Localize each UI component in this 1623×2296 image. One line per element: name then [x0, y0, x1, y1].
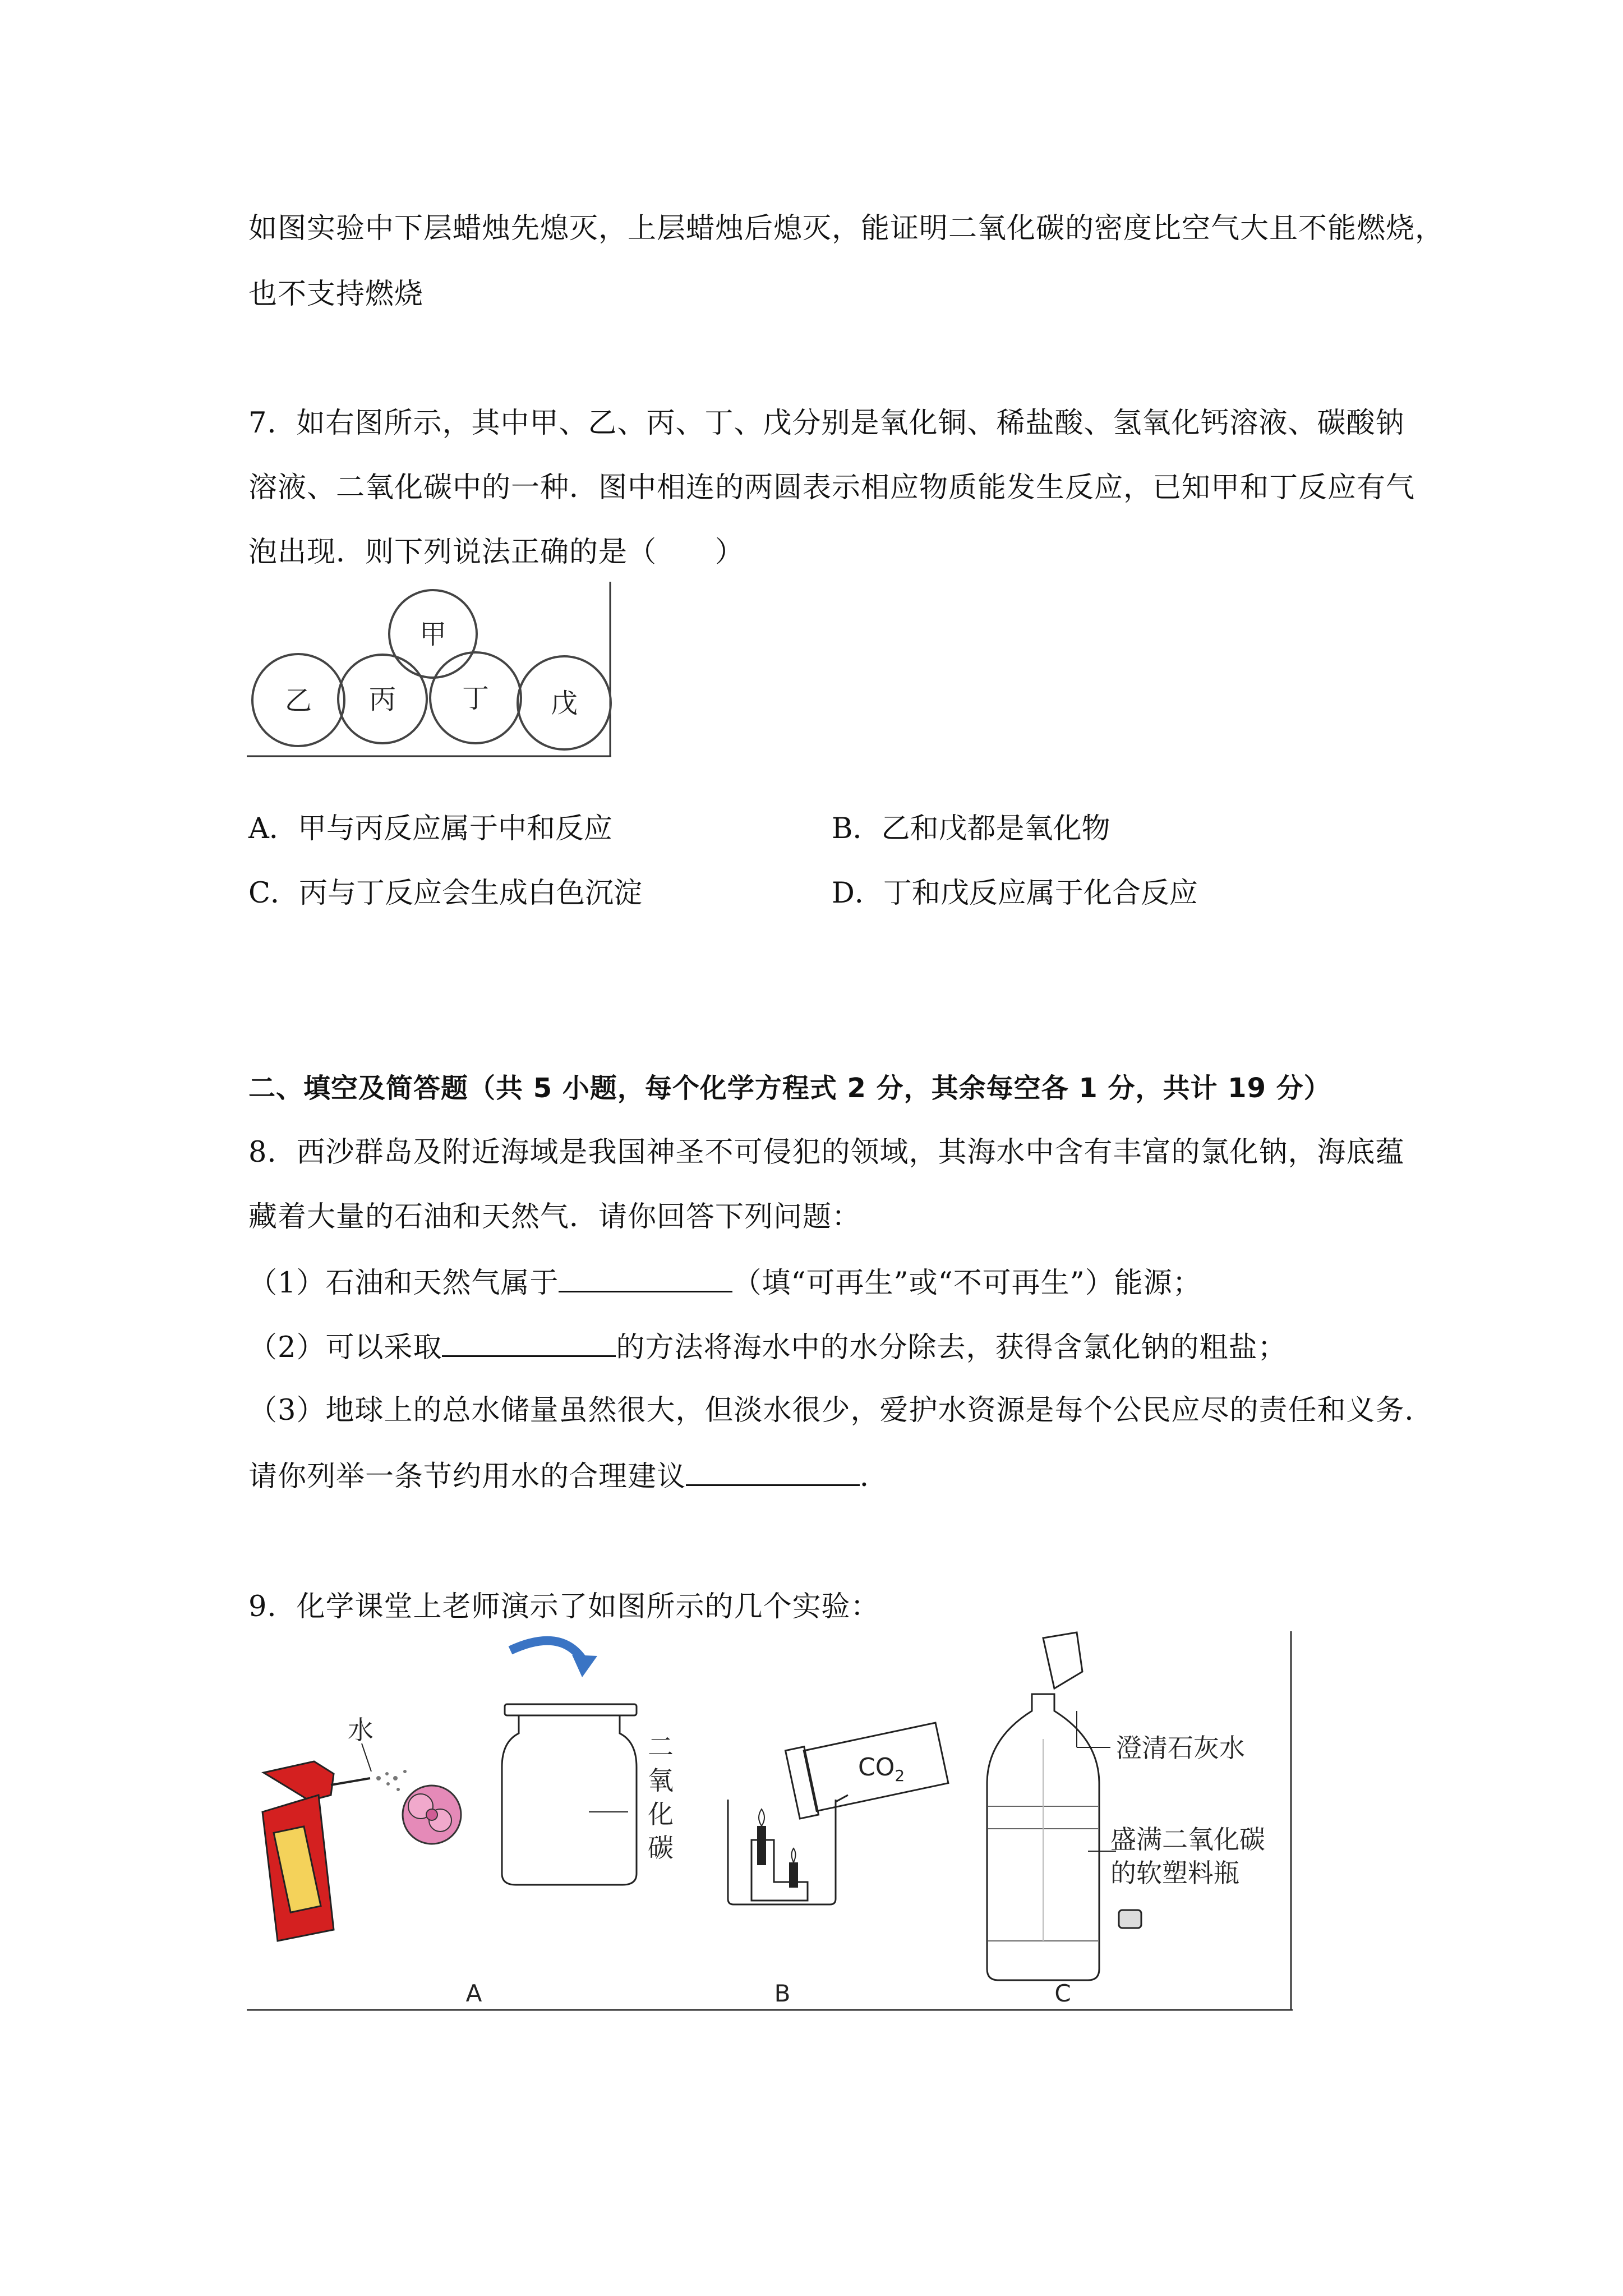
q9-stem: 9．化学课堂上老师演示了如图所示的几个实验：: [248, 1590, 880, 1623]
q7-stem-line3: 泡出现．则下列说法正确的是（ ）: [248, 536, 745, 569]
circle-label-wu: 戊: [550, 688, 578, 719]
bottle-label-line2: 的软塑料瓶: [1110, 1858, 1239, 1888]
spray-bottle-icon: [262, 1761, 370, 1941]
q7-option-d: D．丁和戊反应属于化合反应: [832, 877, 1198, 910]
q8-part3-line1: （3）地球上的总水储量虽然很大，但淡水很少，爱护水资源是每个公民应尽的责任和义务．: [248, 1394, 1434, 1427]
q8-part1-prefix: （1）石油和天然气属于: [248, 1267, 559, 1300]
co2-vertical-char-1: 二: [648, 1732, 674, 1762]
circle-label-ding: 丁: [462, 683, 490, 714]
beaker-candles-icon: [728, 1795, 848, 1904]
q7-stem-line1: 7．如右图所示，其中甲、乙、丙、丁、戊分别是氧化铜、稀盐酸、氢氧化钙溶液、碳酸钠: [248, 407, 1405, 440]
co2-vertical-char-3: 化: [648, 1799, 674, 1829]
co2-vertical-char-2: 氧: [648, 1765, 674, 1796]
circle-label-yi: 乙: [284, 685, 312, 716]
q8-blank-3[interactable]: [686, 1458, 860, 1486]
figure-label-c: C: [1054, 1980, 1071, 2007]
q8-stem-line2: 藏着大量的石油和天然气．请你回答下列问题：: [248, 1200, 861, 1234]
co2-vertical-char-4: 碳: [648, 1833, 674, 1863]
q8-part3-suffix: ．: [860, 1460, 889, 1493]
q7-option-b: B．乙和戊都是氧化物: [832, 812, 1110, 845]
co2-formula: $CO_2$: [858, 1753, 905, 1785]
limewater-label: 澄清石灰水: [1116, 1733, 1245, 1763]
q8-part2: [248, 1329, 1287, 1365]
section2-heading: 二、填空及简答题（共 5 小题，每个化学方程式 2 分，其余每空各 1 分，共计 19 分）: [248, 1073, 1331, 1104]
q9-experiment-figure: [247, 1627, 1301, 2014]
plastic-bottle-icon: [987, 1632, 1141, 1980]
q7-circle-diagram: [247, 581, 617, 760]
q7-option-c: C．丙与丁反应会生成白色沉淀: [248, 877, 643, 910]
gas-jar-icon: [502, 1641, 637, 1885]
q8-stem-line1: 8．西沙群岛及附近海域是我国神圣不可侵犯的领域，其海水中含有丰富的氯化钠，海底蕴: [248, 1136, 1405, 1169]
flower-icon: [403, 1786, 461, 1844]
spray-mist-icon: [376, 1770, 407, 1791]
circle-label-bing: 丙: [368, 684, 396, 715]
circle-label-jia: 甲: [419, 619, 447, 650]
figure-label-b: B: [774, 1980, 791, 2007]
q7-stem-line2: 溶液、二氧化碳中的一种．图中相连的两圆表示相应物质能发生反应，已知甲和丁反应有气: [248, 471, 1415, 504]
q7-option-a: A．甲与丙反应属于中和反应: [248, 812, 612, 845]
q8-blank-1[interactable]: [559, 1265, 732, 1292]
q8-blank-2[interactable]: [442, 1329, 616, 1357]
q8-part2-suffix: 的方法将海水中的水分除去，获得含氯化钠的粗盐；: [616, 1331, 1287, 1364]
figure-label-a: A: [465, 1980, 482, 2007]
q8-part3-prefix: 请你列举一条节约用水的合理建议: [248, 1460, 686, 1493]
q8-part3-line2: [248, 1458, 889, 1494]
q8-part2-prefix: （2）可以采取: [248, 1331, 442, 1364]
q8-part1: [248, 1265, 1202, 1300]
q6-explanation-line2: 也不支持燃烧: [248, 278, 424, 311]
bottle-label-line1: 盛满二氧化碳: [1110, 1824, 1265, 1855]
q6-explanation-line1: 如图实验中下层蜡烛先熄灭，上层蜡烛后熄灭，能证明二氧化碳的密度比空气大且不能燃烧，: [248, 212, 1445, 245]
water-label: 水: [348, 1715, 374, 1745]
q8-part1-suffix: （填“可再生”或“不可再生”）能源；: [732, 1267, 1202, 1300]
